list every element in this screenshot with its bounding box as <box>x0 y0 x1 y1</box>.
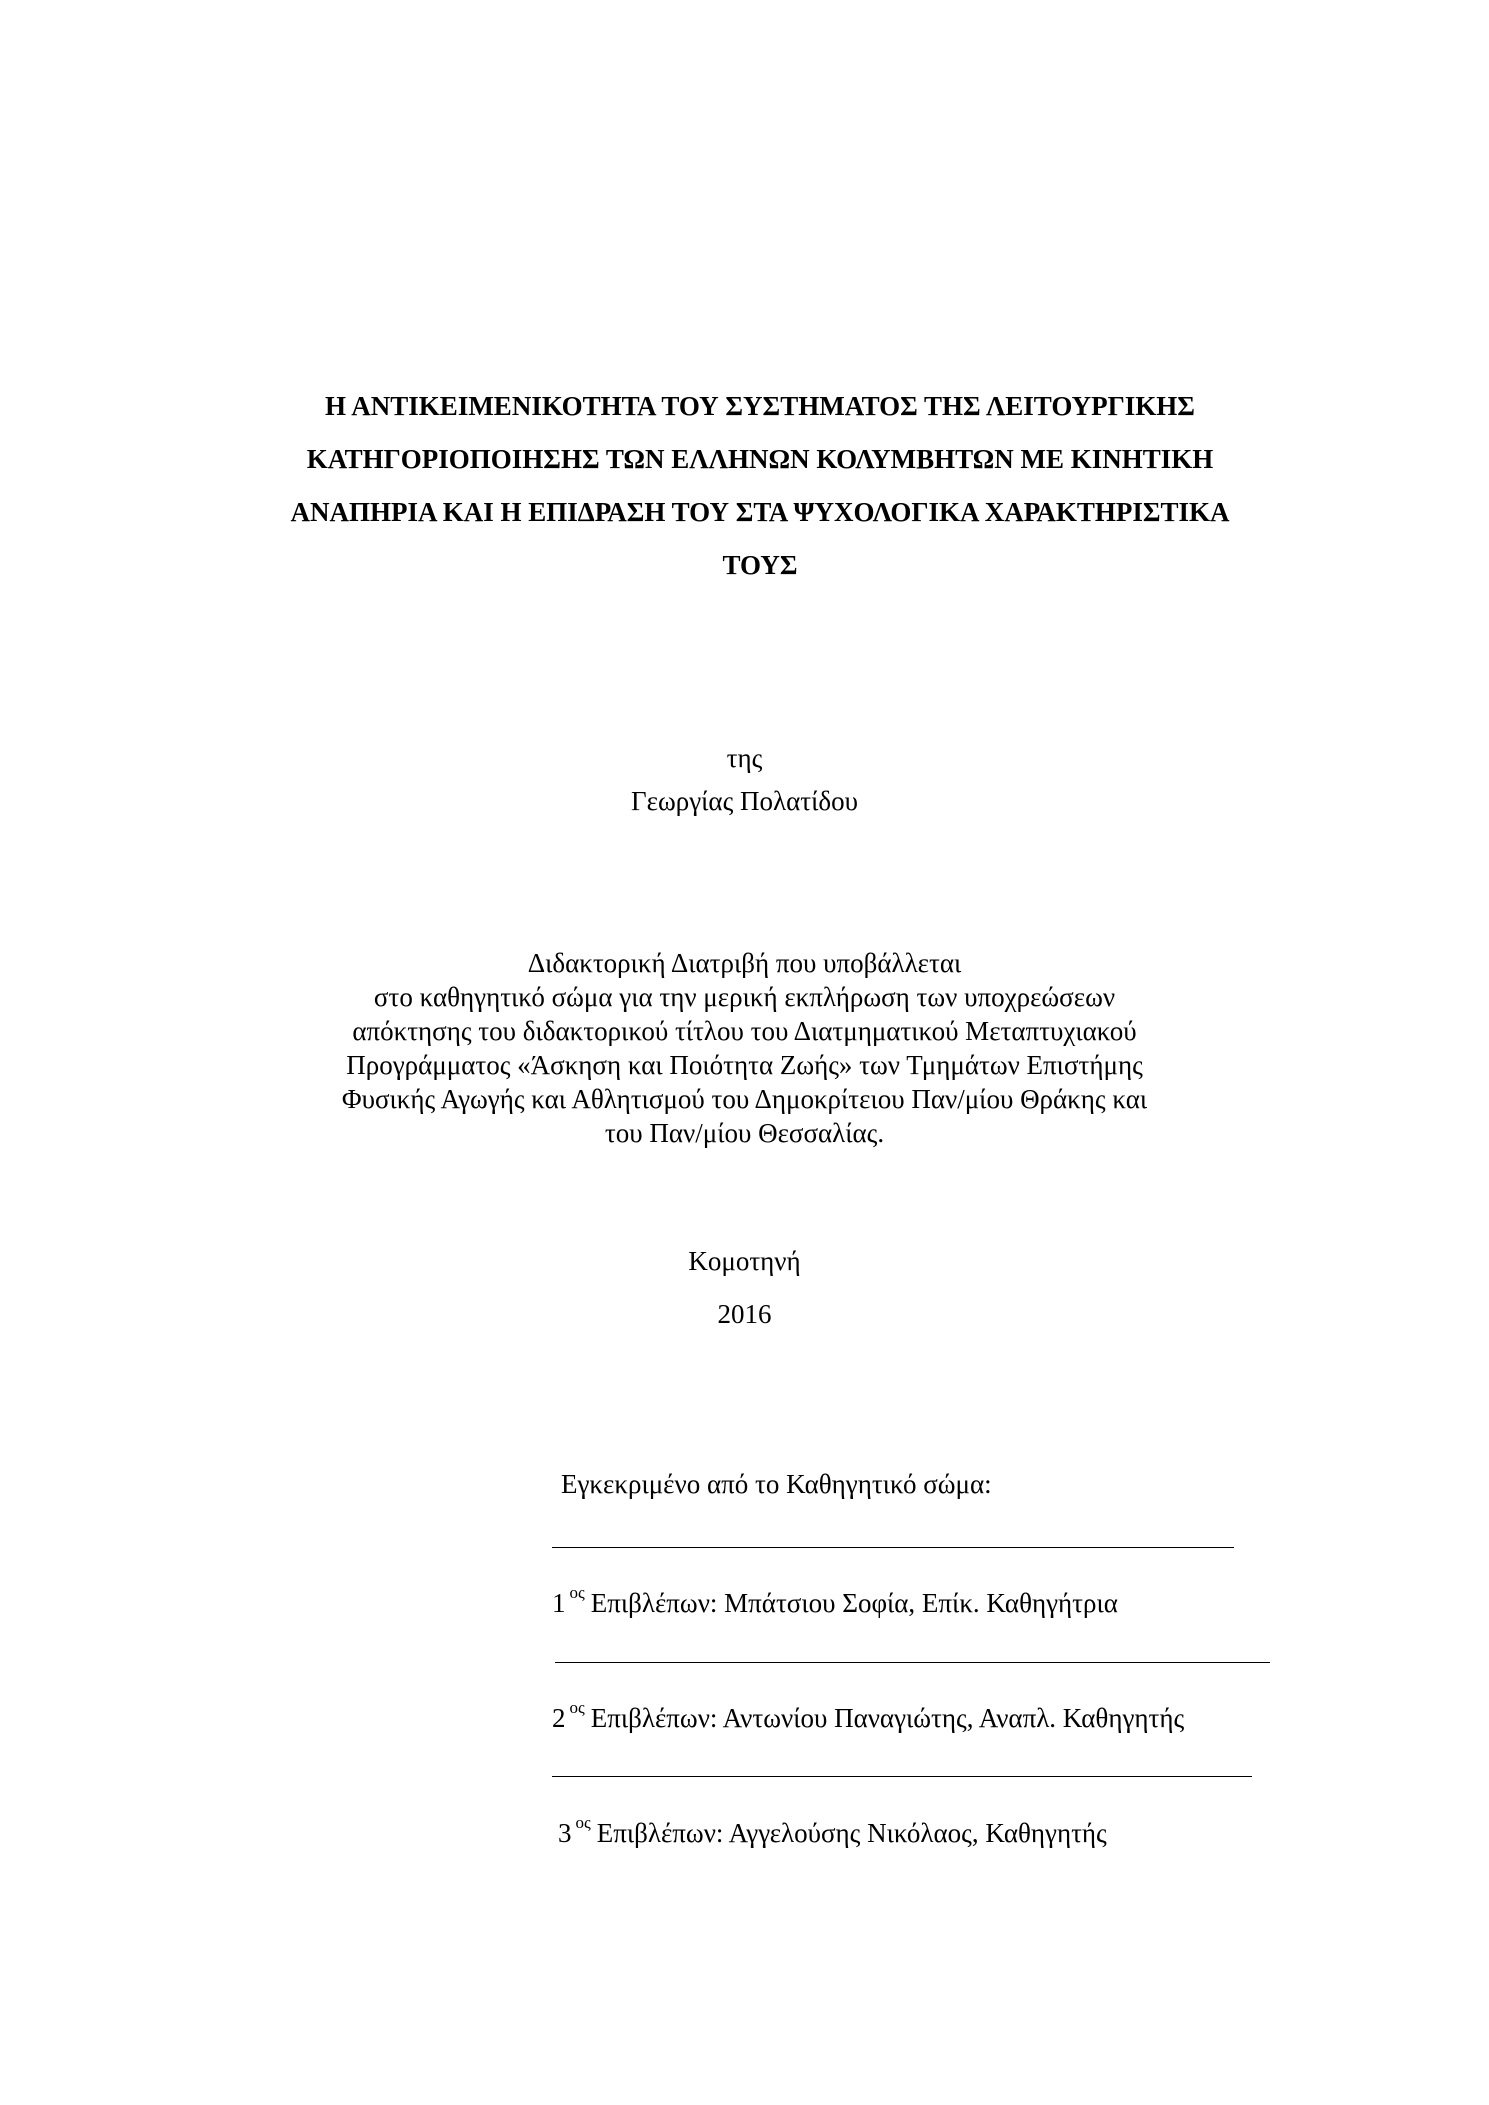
supervisor-entry <box>552 1700 1184 1736</box>
thesis-title-line: ΑΝΑΠΗΡΙΑ ΚΑΙ Η ΕΠΙΔΡΑΣΗ ΤΟΥ ΣΤΑ ΨΥΧΟΛΟΓΙΚΑ ΧΑΡΑΚΤΗΡΙΣΤΙΚΑ <box>290 497 1230 527</box>
author-name: Γεωργίας Πολατίδου <box>631 786 858 816</box>
thesis-description <box>0 946 1489 1150</box>
supervisor-text: Επιβλέπων: Αντωνίου Παναγιώτης, Αναπλ. Καθηγητής <box>590 1703 1185 1733</box>
city: Κομοτηνή <box>688 1246 801 1276</box>
description-line: στο καθηγητικό σώμα για την μερική εκπλήρωση των υποχρεώσεων <box>373 982 1116 1012</box>
thesis-title-line: ΚΑΤΗΓΟΡΙΟΠΟΙΗΣΗΣ ΤΩΝ ΕΛΛΗΝΩΝ ΚΟΛΥΜΒΗΤΩΝ ΜΕ ΚΙΝΗΤΙΚΗ <box>306 444 1214 474</box>
year: 2016 <box>717 1299 772 1329</box>
supervisor-number: 1 <box>552 1588 566 1618</box>
supervisor-number: 3 <box>558 1818 572 1848</box>
supervisor-text: Επιβλέπων: Μπάτσιου Σοφία, Επίκ. Καθηγήτρια <box>590 1588 1118 1618</box>
thesis-title-line: ΤΟΥΣ <box>722 550 798 580</box>
signature-line <box>552 1776 1252 1777</box>
signature-line <box>552 1547 1234 1548</box>
supervisor-ordinal: ος <box>575 1813 591 1832</box>
description-line: Προγράμματος «Άσκηση και Ποιότητα Ζωής» των Τμημάτων Επιστήμης <box>346 1050 1143 1080</box>
author-prefix: της <box>726 743 763 773</box>
description-line: Διδακτορική Διατριβή που υποβάλλεται <box>527 948 962 978</box>
supervisor-ordinal: ος <box>569 1583 585 1602</box>
supervisor-number: 2 <box>552 1703 566 1733</box>
thesis-title-line: Η ΑΝΤΙΚΕΙΜΕΝΙΚΟΤΗΤΑ ΤΟΥ ΣΥΣΤΗΜΑΤΟΣ ΤΗΣ ΛΕΙΤΟΥΡΓΙΚΗΣ <box>325 391 1195 421</box>
description-line: απόκτησης του διδακτορικού τίτλου του Διατμηματικού Μεταπτυχιακού <box>352 1016 1137 1046</box>
supervisor-text: Επιβλέπων: Αγγελούσης Νικόλαος, Καθηγητής <box>596 1818 1107 1848</box>
supervisor-ordinal: ος <box>569 1698 585 1717</box>
signature-line <box>555 1662 1270 1663</box>
committee-heading: Εγκεκριμένο από το Καθηγητικό σώμα: <box>561 1469 992 1499</box>
description-line: Φυσικής Αγωγής και Αθλητισμού του Δημοκρίτειου Παν/μίου Θράκης και <box>341 1084 1148 1114</box>
supervisor-entry <box>558 1815 1107 1851</box>
description-line: του Παν/μίου Θεσσαλίας. <box>604 1118 885 1148</box>
supervisor-entry <box>552 1585 1118 1621</box>
thesis-title <box>200 380 1320 592</box>
